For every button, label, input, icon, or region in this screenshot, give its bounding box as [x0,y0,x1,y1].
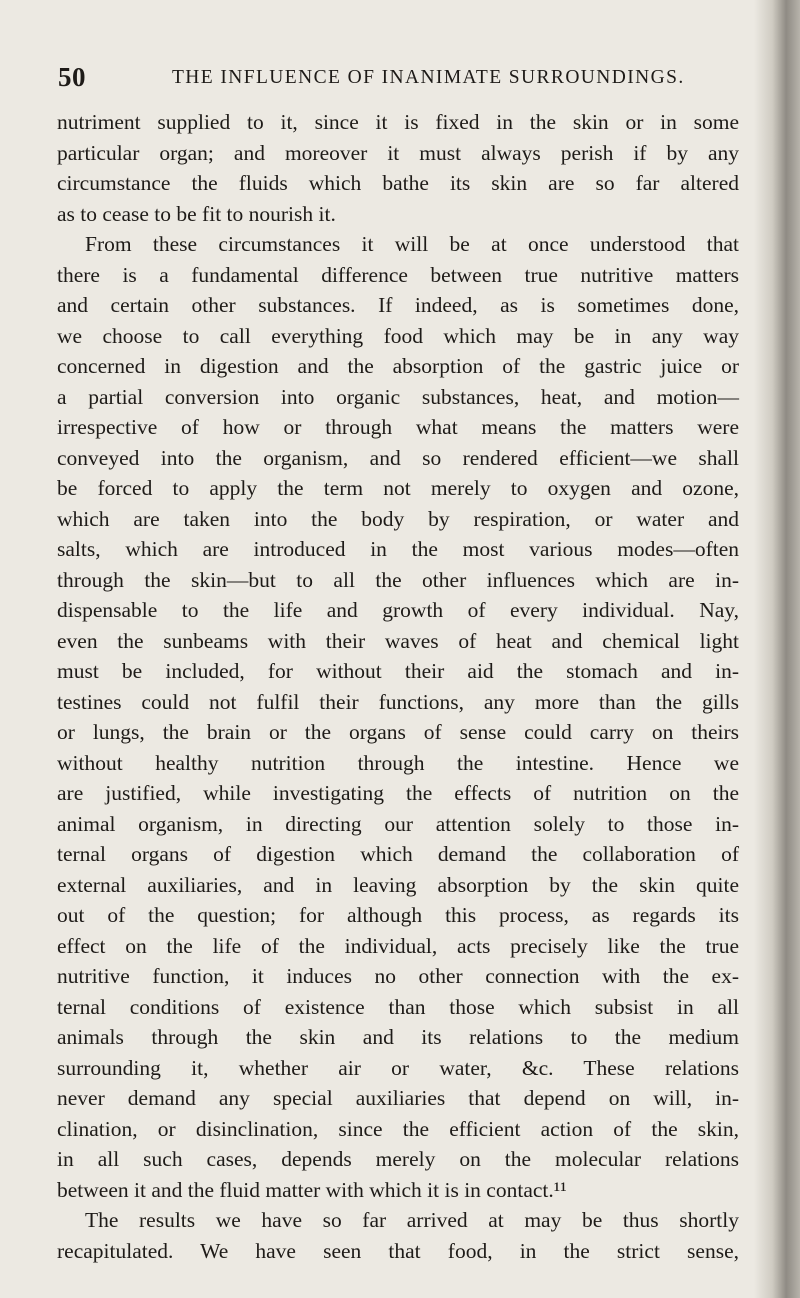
text-line: ternal conditions of existence than those which subsist in all [57,994,739,1019]
page-edge-shadow [754,0,800,1298]
paragraph-start-line: From these circumstances it will be at once understood that [85,232,739,256]
text-line: effect on the life of the individual, acts precisely like the true [57,933,739,958]
text-line: ternal organs of digestion which demand the collaboration of [57,842,739,866]
text-line: in all such cases, depends merely on the molecular relations [57,1147,739,1171]
text-line: surrounding it, whether air or water, &c. These relations [57,1055,739,1080]
text-line: animal organism, in directing our attention solely to those in- [57,811,739,836]
text-line: recapitulated. We have seen that food, in the strict sense, [57,1238,739,1263]
text-line: external auxiliaries, and in leaving absorption by the skin quite [57,872,739,897]
text-line: testines could not fulfil their functions, any more than the gills [57,689,739,714]
paragraph-start-line: The results we have so far arrived at may be thus shortly [85,1208,739,1232]
text-line: be forced to apply the term not merely to oxygen and ozone, [57,476,739,500]
page-header [58,62,738,96]
text-line: through the skin—but to all the other influences which are in- [57,567,739,592]
text-line: irrespective of how or through what means the matters were [57,415,739,439]
text-line: or lungs, the brain or the organs of sense could carry on theirs [57,720,739,744]
text-line: there is a fundamental difference between true nutritive matters [57,262,739,287]
text-line: nutritive function, it induces no other connection with the ex- [57,964,739,988]
text-line: even the sunbeams with their waves of heat and chemical light [57,628,739,653]
text-line: salts, which are introduced in the most various modes—often [57,537,739,561]
text-line: are justified, while investigating the effects of nutrition on the [57,781,739,805]
text-line: and certain other substances. If indeed, as is sometimes done, [57,293,739,317]
text-line: we choose to call everything food which may be in any way [57,323,739,348]
text-line: animals through the skin and its relations to the medium [57,1025,739,1049]
running-title: THE INFLUENCE OF INANIMATE SURROUNDINGS. [172,67,685,88]
text-line: particular organ; and moreover it must always perish if by any [57,140,739,165]
text-line: dispensable to the life and growth of every individual. Nay, [57,598,739,622]
text-line: circumstance the fluids which bathe its skin are so far altered [57,171,739,195]
text-line: out of the question; for although this process, as regards its [57,903,739,927]
text-line: as to cease to be fit to nourish it. [57,201,336,226]
text-line: conveyed into the organism, and so rendered efficient—we shall [57,445,739,470]
text-line: nutriment supplied to it, since it is fixed in the skin or in some [57,110,739,134]
text-line: concerned in digestion and the absorption of the gastric juice or [57,354,739,378]
text-line: without healthy nutrition through the intestine. Hence we [57,750,739,775]
text-line: between it and the fluid matter with which it is in contact.¹¹ [57,1177,567,1202]
text-line: a partial conversion into organic substances, heat, and motion— [57,384,739,409]
text-line: never demand any special auxiliaries that depend on will, in- [57,1086,739,1110]
page-number: 50 [58,62,86,92]
text-line: must be included, for without their aid the stomach and in- [57,659,739,683]
text-line: which are taken into the body by respiration, or water and [57,506,739,531]
text-line: clination, or disinclination, since the efficient action of the skin, [57,1116,739,1141]
